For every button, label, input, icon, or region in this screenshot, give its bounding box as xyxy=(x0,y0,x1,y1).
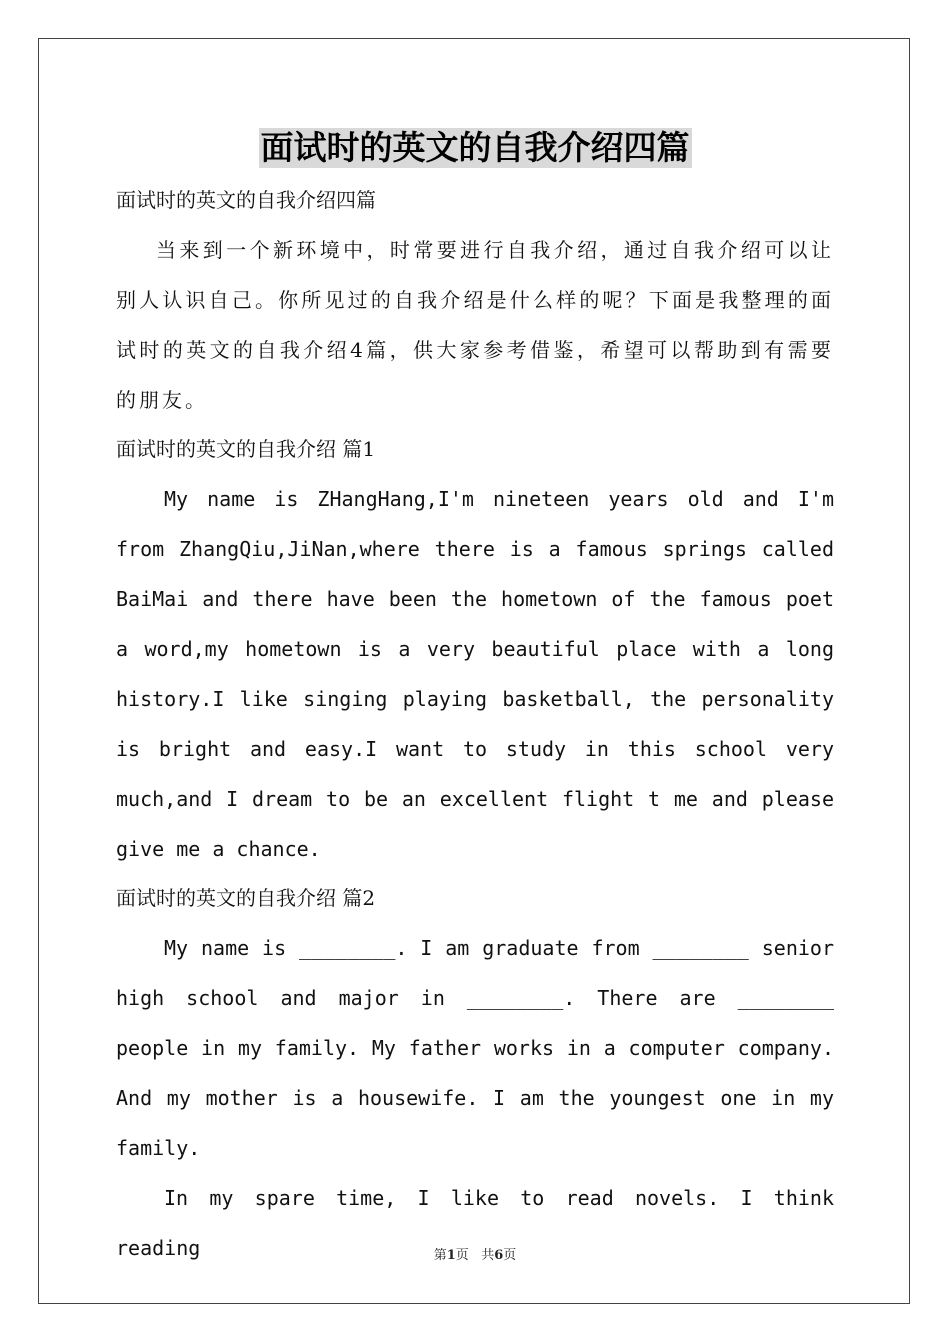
intro-paragraph: 当来到一个新环境中，时常要进行自我介绍，通过自我介绍可以让别人认识自己。你所见过的自我介绍是什么样的呢？下面是我整理的面试时的英文的自我介绍4篇，供大家参考借鉴，希望可以帮助到有需要的朋友。 xyxy=(116,238,834,412)
total-prefix: 共 xyxy=(481,1248,495,1263)
total-suffix: 页 xyxy=(503,1248,517,1263)
document-title: 面试时的英文的自我介绍四篇 xyxy=(260,128,690,167)
section-heading-1: 面试时的英文的自我介绍 篇1 xyxy=(116,437,376,461)
page-prefix: 第 xyxy=(433,1248,447,1263)
page-total: 6 xyxy=(494,1248,504,1263)
title-container xyxy=(0,128,950,168)
document-body xyxy=(116,178,834,1273)
page-suffix: 页 xyxy=(455,1248,469,1263)
page-current: 1 xyxy=(446,1248,456,1263)
section-2-paragraph-2: In my spare time, I like to read novels. I think reading xyxy=(116,1186,834,1260)
page-footer xyxy=(0,1246,950,1266)
section-2-paragraph-1: My name is ________. I am graduate from ________ senior high school and major in ________. There are ________ people in my family. My father works in a computer company. And my mother is a housewife. I am the youngest one in my family. xyxy=(116,936,834,1160)
document-subtitle: 面试时的英文的自我介绍四篇 xyxy=(116,188,376,212)
section-heading-2: 面试时的英文的自我介绍 篇2 xyxy=(116,886,376,910)
section-1-paragraph-1: My name is ZHangHang,I'm nineteen years old and I'm from ZhangQiu,JiNan,where there is a famous springs called BaiMai and there have been the hometown of the famous poet a word,my hometown is a very beautiful place with a long history.I like singing playing basketball, the personality is bright and easy.I want to study in this school very much,and I dream to be an excellent flight t me and please give me a chance. xyxy=(116,487,834,861)
